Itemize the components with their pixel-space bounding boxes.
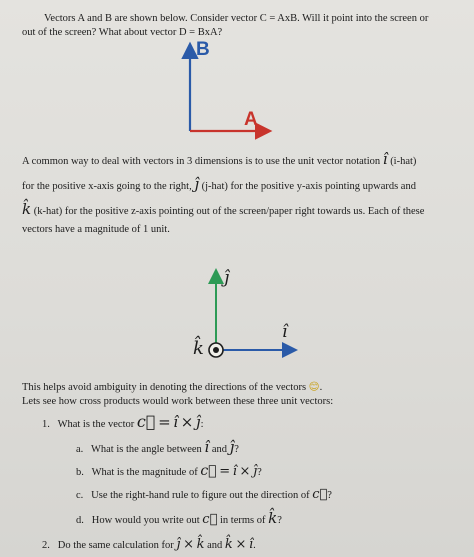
j-hat-symbol: ĵ	[194, 175, 200, 193]
para-line-2: for the positive x-axis going to the right, ĵ (j-hat) for the positive y-axis pointing upwards and	[22, 175, 416, 193]
intro-line-1: Vectors A and B are shown below. Consider vector C = AxB. Will it point into the screen or	[44, 13, 429, 24]
question-1d: d. How would you write out c⃗ in terms of k̂?	[76, 509, 282, 527]
after-line-2: Lets see how cross products would work between these three unit vectors:	[22, 396, 334, 407]
question-1a: a. What is the angle between î and ĵ?	[76, 438, 239, 456]
label-a: A	[244, 109, 258, 130]
label-k-hat: k̂	[193, 338, 204, 359]
question-1c: c. Use the right-hand rule to figure out the direction of c⃗?	[76, 487, 332, 502]
para-line-3: k̂ (k-hat) for the positive z-axis pointing out of the screen/paper right towards us. Each of these	[22, 200, 425, 218]
question-2: 2. Do the same calculation for ĵ × k̂ and k̂ × î.	[42, 537, 256, 552]
label-j-hat: ĵ	[224, 268, 230, 288]
smiley-icon: 😊	[308, 381, 320, 393]
question-1b: b. What is the magnitude of c⃗ = î × ĵ?	[76, 463, 262, 479]
intro-line-2: out of the screen? What about vector D = BxA?	[22, 27, 223, 38]
label-i-hat: î	[282, 322, 288, 342]
i-hat-symbol: î	[382, 150, 388, 168]
question-1: 1. What is the vector c⃗ = î × ĵ:	[42, 412, 204, 431]
k-hat-dot	[213, 347, 219, 353]
para-line-1: A common way to deal with vectors in 3 dimensions is to use the unit vector notation î (i-hat)	[22, 150, 417, 168]
after-line-1: This helps avoid ambiguity in denoting the directions of the vectors 😊.	[22, 381, 323, 393]
k-hat-symbol: k̂	[22, 200, 32, 218]
label-b: B	[196, 39, 210, 60]
para-line-4: vectors have a magnitude of 1 unit.	[22, 224, 170, 235]
